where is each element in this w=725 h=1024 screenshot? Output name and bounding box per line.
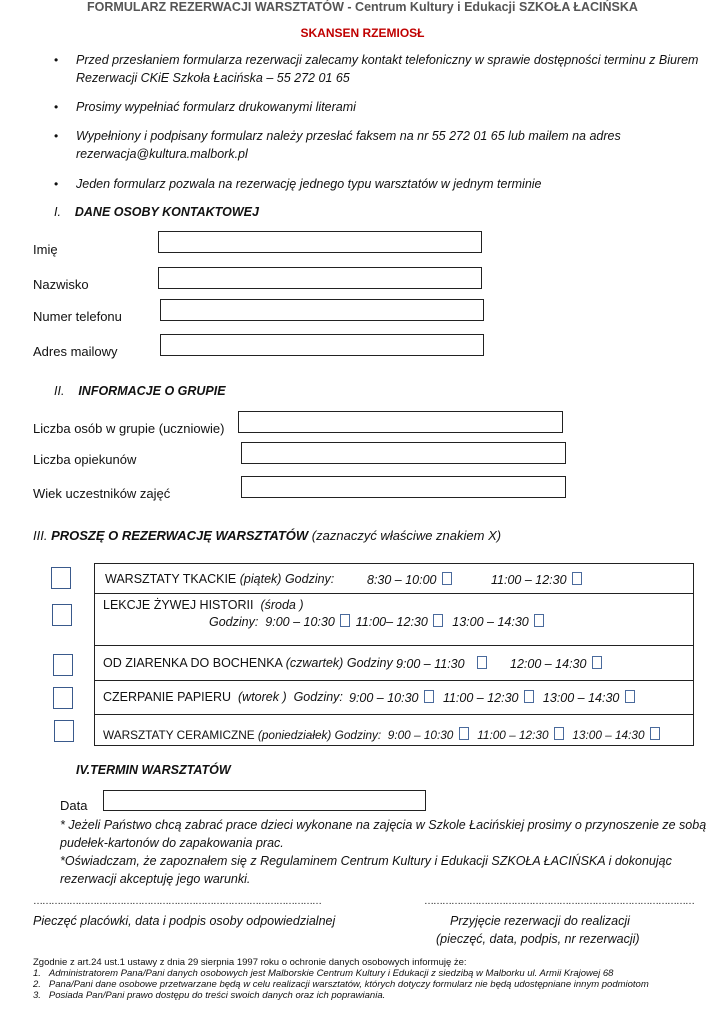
- label-phone: Numer telefonu: [33, 309, 122, 324]
- bullet-text: Jeden formularz pozwala na rezerwację jednego typu warsztatów w jednym terminie: [76, 177, 542, 191]
- workshop-paper-checkbox[interactable]: [53, 687, 73, 709]
- slot-checkbox[interactable]: [625, 690, 635, 703]
- phone-input[interactable]: [160, 299, 484, 321]
- workshop-weaving-checkbox[interactable]: [51, 567, 71, 589]
- bullet-text: Wypełniony i podpisany formularz należy przesłać faksem na nr 55 272 01 65 lub mailem na adres rezerwacja@kultura.malbork.pl: [76, 129, 621, 161]
- signature-label-right: Przyjęcie rezerwacji do realizacji: [450, 914, 630, 928]
- section3-heading: III. PROSZĘ O REZERWACJĘ WARSZTATÓW (zaznaczyć właściwe znakiem X): [33, 528, 502, 543]
- slot-checkbox[interactable]: [433, 614, 443, 627]
- signature-line-left: ……………………………………………………………………………………: [33, 896, 321, 907]
- signature-label-right-sub: (pieczęć, data, podpis, nr rezerwacji): [436, 932, 640, 946]
- section4-heading: IV.TERMIN WARSZTATÓW: [76, 763, 231, 777]
- date-input[interactable]: [103, 790, 426, 811]
- slot-checkbox[interactable]: [534, 614, 544, 627]
- workshop-bread-checkbox[interactable]: [53, 654, 73, 676]
- bullet-text: Przed przesłaniem formularza rezerwacji zalecamy kontakt telefoniczny w sprawie dostępności terminu z Biurem Rezerwacji CKiE Szkoła Łacińska – 55 272 01 65: [76, 53, 699, 85]
- slot-checkbox[interactable]: [424, 690, 434, 703]
- bullet-glyph: •: [54, 100, 59, 114]
- section1-heading: I. DANE OSOBY KONTAKTOWEJ: [54, 205, 259, 219]
- footer-intro: Zgodnie z art.24 ust.1 ustawy z dnia 29 sierpnia 1997 roku o ochronie danych osobowych informuję że:: [33, 957, 467, 968]
- slot-checkbox[interactable]: [650, 727, 660, 740]
- bullet-text: Prosimy wypełniać formularz drukowanymi literami: [76, 100, 356, 114]
- workshop-row-history: LEKCJE ŻYWEJ HISTORII (środa ) Godziny: 9:00 – 10:30 11:00– 12:30 13:00 – 14:30: [94, 594, 694, 646]
- workshop-row-weaving: WARSZTATY TKACKIE (piątek) Godziny: 8:30 – 10:00 11:00 – 12:30: [94, 563, 694, 594]
- label-first-name: Imię: [33, 242, 58, 257]
- last-name-input[interactable]: [158, 267, 482, 289]
- slot-checkbox[interactable]: [524, 690, 534, 703]
- age-input[interactable]: [241, 476, 566, 498]
- slot-checkbox[interactable]: [572, 572, 582, 585]
- workshop-row-bread: OD ZIARENKA DO BOCHENKA (czwartek) Godziny : 9:00 – 11:30 12:00 – 14:30: [94, 646, 694, 681]
- footer-item: 3. Posiada Pan/Pani prawo dostępu do treści swoich danych oraz ich poprawiania.: [33, 990, 386, 1001]
- workshop-ceramics-checkbox[interactable]: [54, 720, 74, 742]
- slot-checkbox[interactable]: [442, 572, 452, 585]
- note-bring-boxes: * Jeżeli Państwo chcą zabrać prace dzieci wykonane na zajęcia w Szkole Łacińskiej prosimy o przynoszenie ze sobą pudełek-kartonów do zapakowania prac.: [60, 818, 707, 850]
- label-date: Data: [60, 798, 88, 813]
- slot-checkbox[interactable]: [592, 656, 602, 669]
- label-group-size: Liczba osób w grupie (uczniowie): [33, 421, 225, 436]
- email-input[interactable]: [160, 334, 484, 356]
- form-title: FORMULARZ REZERWACJI WARSZTATÓW - Centrum Kultury i Edukacji SZKOŁA ŁACIŃSKA: [87, 0, 638, 14]
- workshop-row-ceramics: WARSZTATY CERAMICZNE (poniedziałek) Godziny: 9:00 – 10:30 11:00 – 12:30 13:00 – 14:30: [94, 715, 694, 746]
- bullet-glyph: •: [54, 177, 59, 191]
- bullet-glyph: •: [54, 129, 59, 143]
- workshop-history-checkbox[interactable]: [52, 604, 72, 626]
- label-guardians: Liczba opiekunów: [33, 452, 137, 467]
- signature-label-left: Pieczęć placówki, data i podpis osoby odpowiedzialnej: [33, 914, 336, 928]
- workshop-row-paper: CZERPANIE PAPIERU (wtorek ) Godziny: 9:00 – 10:30 11:00 – 12:30 13:00 – 14:30: [94, 681, 694, 715]
- signature-line-right: ………………………………………………………………………………: [424, 896, 694, 907]
- guardians-input[interactable]: [241, 442, 566, 464]
- bullet-glyph: •: [54, 53, 59, 67]
- footer-item: 2. Pana/Pani dane osobowe przetwarzane będą w celu realizacji warsztatów, których dotyczy formularz nie będą udostępniane innym podmiotom: [33, 979, 649, 990]
- form-subtitle: SKANSEN RZEMIOSŁ: [300, 26, 425, 40]
- slot-checkbox[interactable]: [477, 656, 487, 669]
- label-last-name: Nazwisko: [33, 277, 89, 292]
- first-name-input[interactable]: [158, 231, 482, 253]
- section2-heading: II. INFORMACJE O GRUPIE: [54, 384, 226, 398]
- label-age: Wiek uczestników zajęć: [33, 486, 171, 501]
- footer-item: 1. Administratorem Pana/Pani danych osobowych jest Malborskie Centrum Kultury i Edukacji z siedzibą w Malborku ul. Armii Krajowej 68: [33, 968, 614, 979]
- note-regulations: *Oświadczam, że zapoznałem się z Regulaminem Centrum Kultury i Edukacji SZKOŁA ŁACIŃSKA i dokonując rezerwacji akceptuję jego warunki.: [60, 854, 672, 886]
- label-email: Adres mailowy: [33, 344, 118, 359]
- slot-checkbox[interactable]: [554, 727, 564, 740]
- slot-checkbox[interactable]: [459, 727, 469, 740]
- group-size-input[interactable]: [238, 411, 563, 433]
- slot-checkbox[interactable]: [340, 614, 350, 627]
